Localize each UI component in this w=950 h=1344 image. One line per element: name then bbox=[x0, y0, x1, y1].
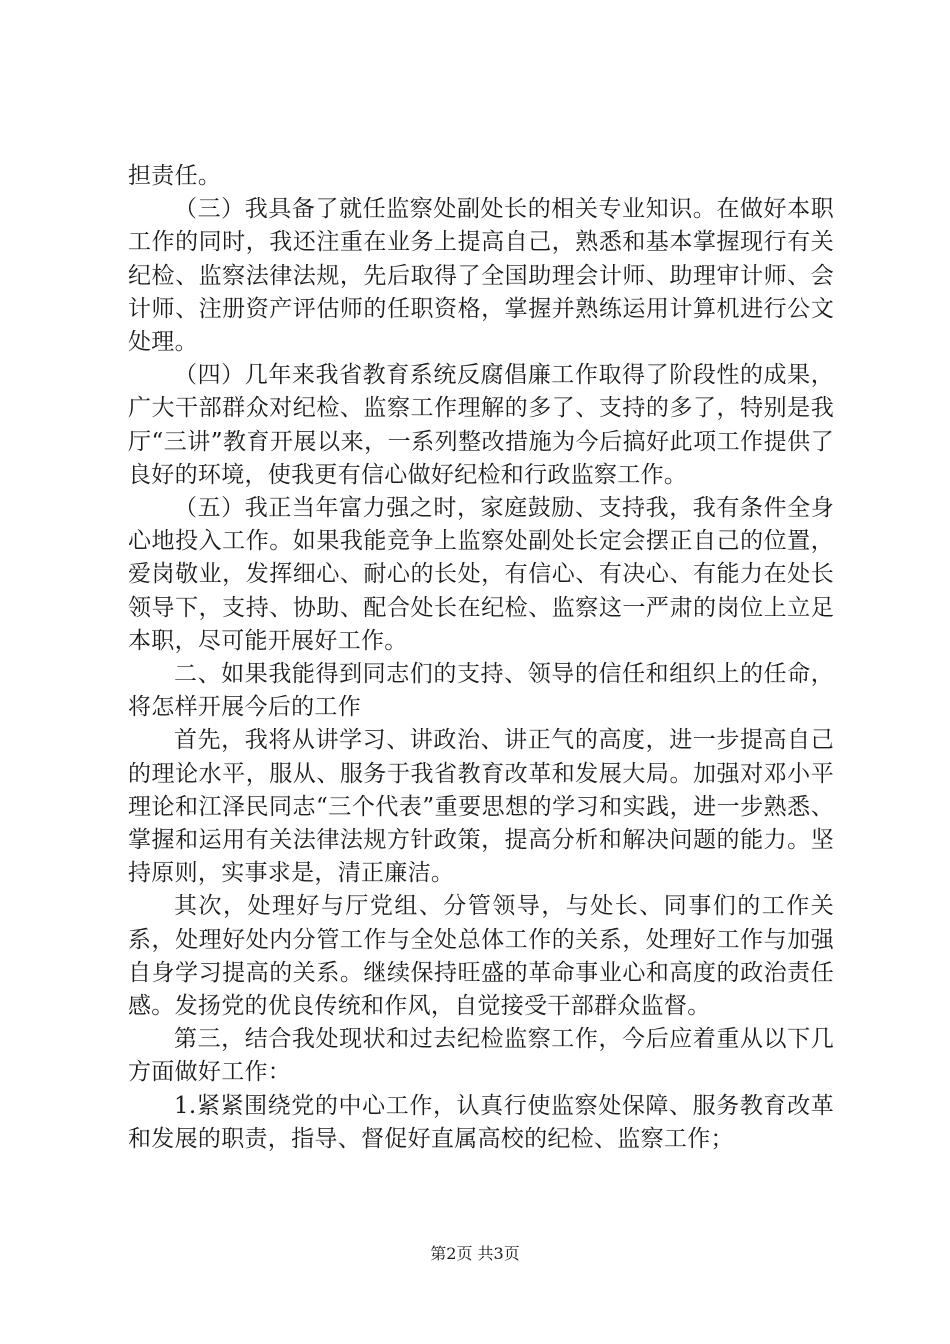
paragraph-first: 首先，我将从讲学习、讲政治、讲正气的高度，进一步提高自己的理论水平，服从、服务于我省教育改革和发展大局。加强对邓小平理论和江泽民同志“三个代表”重要思想的学习和实践，进一步熟悉、掌握和运用有关法律法规方针政策，提高分析和解决问题的能力。坚持原则，实事求是，清正廉洁。 bbox=[128, 727, 834, 887]
paragraph-third: 第三，结合我处现状和过去纪检监察工作，今后应着重从以下几方面做好工作： bbox=[128, 1026, 834, 1086]
paragraph-continuation: 担责任。 bbox=[128, 163, 222, 189]
paragraph-point-four: （四）几年来我省教育系统反腐倡廉工作取得了阶段性的成果，广大干部群众对纪检、监察工作理解的多了、支持的多了，特别是我厅“三讲”教育开展以来，一系列整改措施为今后搞好此项工作提供了良好的环境，使我更有信心做好纪检和行政监察工作。 bbox=[128, 362, 834, 488]
document-body bbox=[128, 160, 834, 1156]
paragraph-second: 其次，处理好与厅党组、分管领导，与处长、同事们的工作关系，处理好处内分管工作与全处总体工作的关系，处理好工作与加强自身学习提高的关系。继续保持旺盛的革命事业心和高度的政治责任感。发扬党的优良传统和作风，自觉接受干部群众监督。 bbox=[128, 893, 834, 1020]
paragraph-point-five: （五）我正当年富力强之时，家庭鼓励、支持我，我有条件全身心地投入工作。如果我能竞争上监察处副处长定会摆正自己的位置，爱岗敬业，发挥细心、耐心的长处，有信心、有决心、有能力在处长领导下，支持、协助、配合处长在纪检、监察这一严肃的岗位上立足本职，尽可能开展好工作。 bbox=[128, 495, 834, 654]
paragraph-point-three: （三）我具备了就任监察处副处长的相关专业知识。在做好本职工作的同时，我还注重在业务上提高自己，熟悉和基本掌握现行有关纪检、监察法律法规，先后取得了全国助理会计师、助理审计师、会计师、注册资产评估师的任职资格，掌握并熟练运用计算机进行公文处理。 bbox=[128, 196, 834, 356]
page-number-footer: 第2页 共3页 bbox=[430, 1244, 520, 1263]
section-heading-two: 二、如果我能得到同志们的支持、领导的信任和组织上的任命，将怎样开展今后的工作 bbox=[128, 661, 834, 721]
list-item-one: 1.紧紧围绕党的中心工作，认真行使监察处保障、服务教育改革和发展的职责，指导、督促好直属高校的纪检、监察工作； bbox=[128, 1092, 834, 1152]
